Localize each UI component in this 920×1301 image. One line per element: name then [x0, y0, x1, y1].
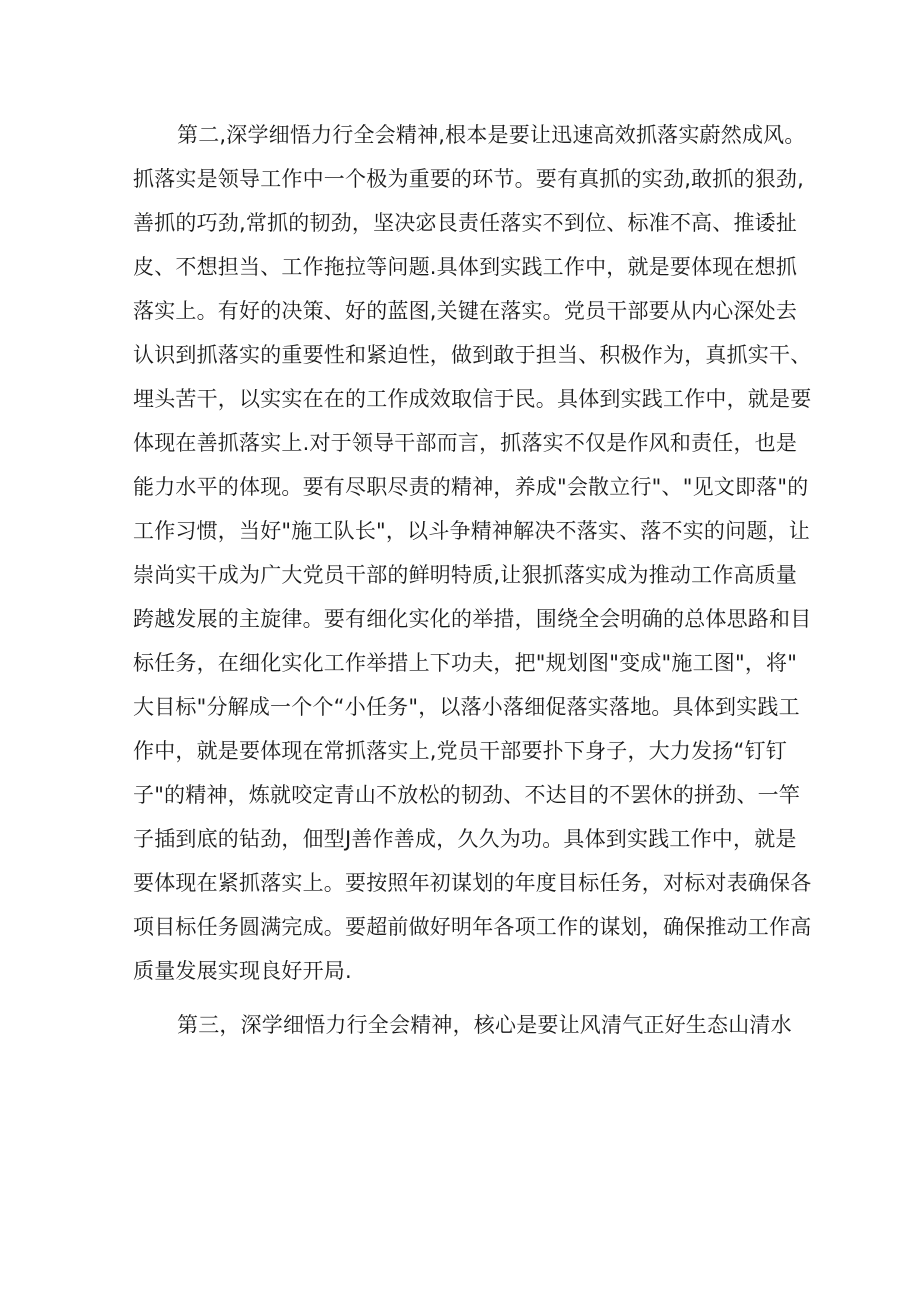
paragraph-2-line-2: 抓落实是领导工作中一个极为重要的环节。要有真抓的实劲,敢抓的狠劲,	[133, 167, 804, 191]
paragraph-2-line-19: 项目标任务圆满完成。要超前做好明年各项工作的谋划，确保推动工作高	[133, 915, 812, 939]
paragraph-2-line-10: 工作习惯，当好"施工队长"，以斗争精神解决不落实、落不实的问题，让	[133, 519, 810, 543]
paragraph-2-line-16: 子"的精神，炼就咬定青山不放松的韧劲、不达目的不罢休的拼劲、一竿	[133, 783, 801, 807]
paragraph-2-line-14: 大目标"分解成一个个“小任务"，以落小落细促落实落地。具体到实践工	[133, 695, 800, 719]
paragraph-2-line-17: 子插到底的钻劲，佃型J善作善成，久久为功。具体到实践工作中，就是	[133, 827, 797, 851]
body-text	[133, 113, 812, 1047]
paragraph-2-line-8: 体现在善抓落实上.对于领导干部而言，抓落实不仅是作风和责任，也是	[133, 431, 798, 455]
paragraph-2-line-9: 能力水平的体现。要有尽职尽责的精神，养成"会散立行"、"见文即落"的	[133, 475, 809, 499]
paragraph-3-line-1: 第三，深学细悟力行全会精神，核心是要让风清气正好生态山清水	[177, 1013, 792, 1037]
paragraph-2-line-12: 跨越发展的主旋律。要有细化实化的举措，围绕全会明确的总体思路和目	[133, 607, 812, 631]
paragraph-2-line-1: 第二,深学细悟力行全会精神,根本是要让迅速高效抓落实蔚然成风。	[177, 123, 806, 147]
paragraph-2-line-5: 落实上。有好的决策、好的蓝图,关键在落实。党员干部要从内心深处去	[133, 299, 798, 323]
paragraph-2-line-4: 皮、不想担当、工作拖拉等问题.具体到实践工作中，就是要体现在想抓	[133, 255, 798, 279]
paragraph-2-line-11: 崇尚实干成为广大党员干部的鲜明特质,让狠抓落实成为推动工作高质量	[133, 563, 798, 587]
paragraph-2-line-6: 认识到抓落实的重要性和紧迫性，做到敢于担当、积极作为，真抓实干、	[133, 343, 812, 367]
paragraph-2-line-13: 标任务，在细化实化工作举措上下功夫，把"规划图"变成"施工图"，将"	[133, 651, 798, 675]
paragraph-2-line-18: 要体现在紧抓落实上。要按照年初谋划的年度目标任务，对标对表确保各	[133, 871, 812, 895]
paragraph-2-line-7: 埋头苦干，以实实在在的工作成效取信于民。具体到实践工作中，就是要	[133, 387, 812, 411]
paragraph-2-line-3: 善抓的巧劲,常抓的韧劲，坚决宓艮责任落实不到位、标准不高、推诿扯	[133, 211, 798, 235]
paragraph-2-line-15: 作中，就是要体现在常抓落实上,党员干部要扑下身子，大力发扬“钉钉	[133, 739, 787, 763]
paragraph-2-line-20: 质量发展实现良好开局.	[133, 959, 352, 983]
